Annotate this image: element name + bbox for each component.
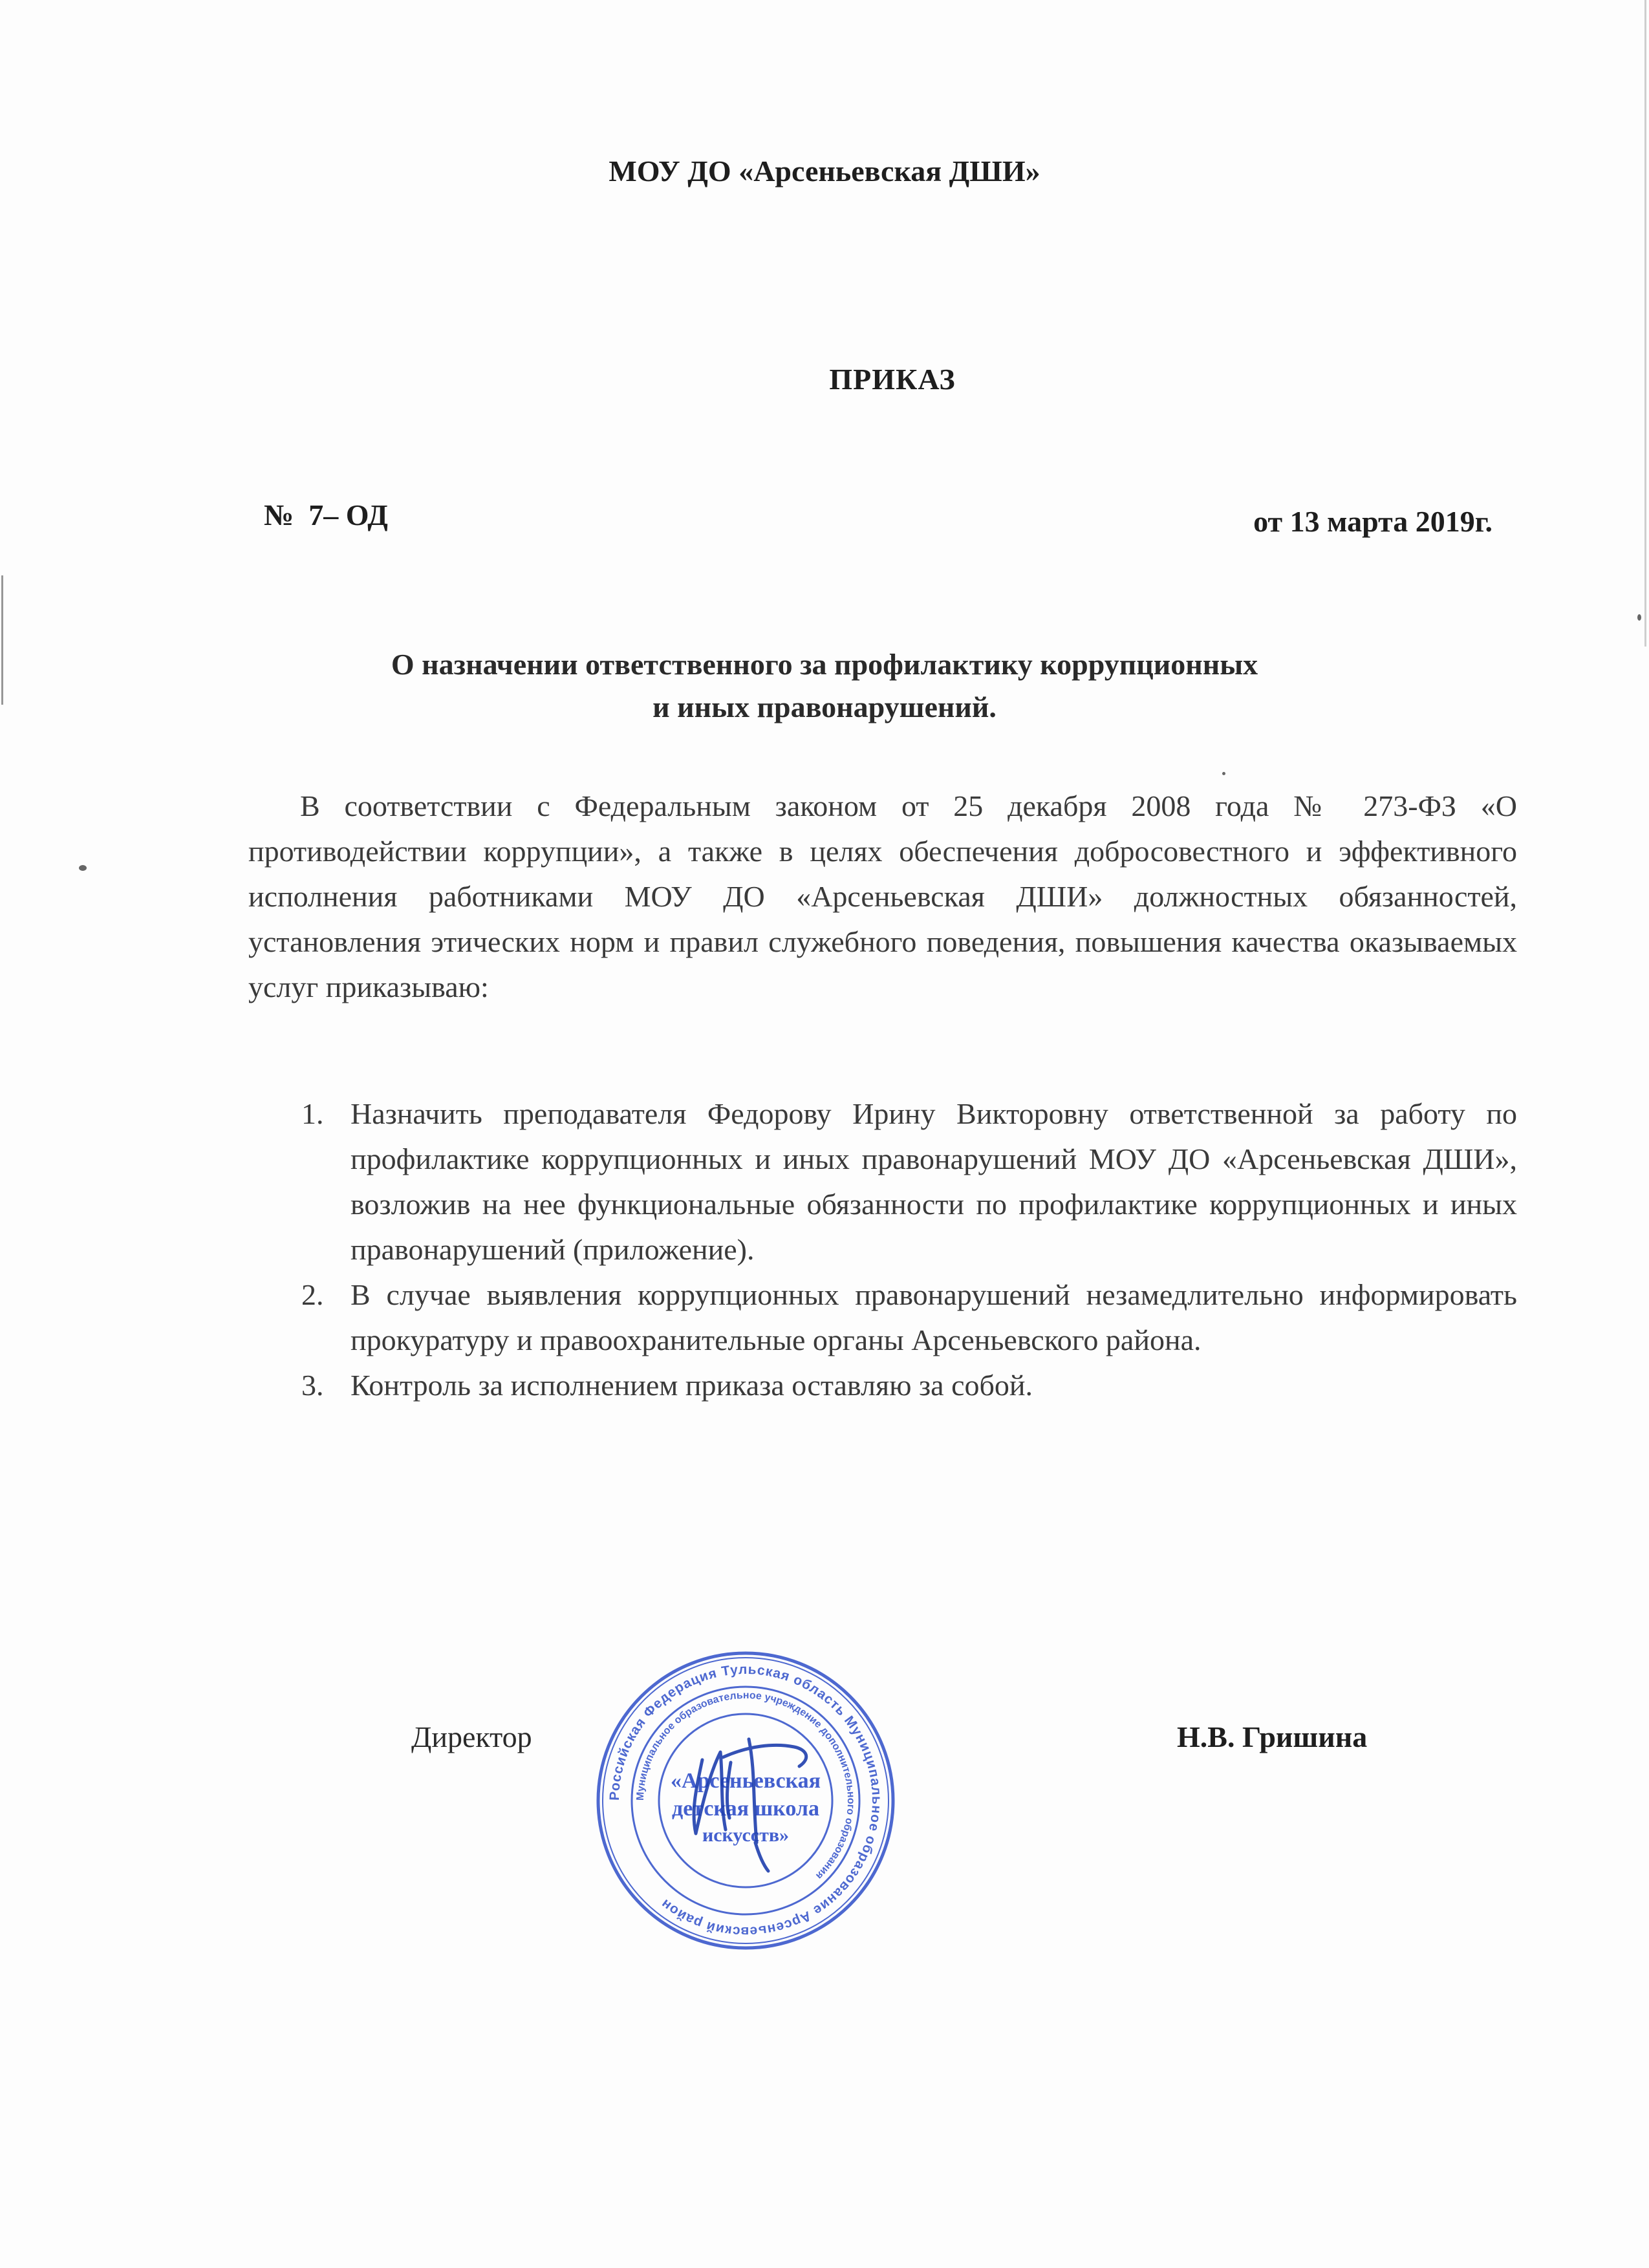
stamp-center-line-3: искусств» xyxy=(702,1824,790,1846)
order-items-list xyxy=(265,1091,1517,1408)
order-number: № 7– ОД xyxy=(264,498,388,531)
order-item-number: 1. xyxy=(301,1097,324,1130)
order-subject-line-2: и иных правонарушений. xyxy=(652,690,997,723)
stamp-inner-text-path: Муниципальное образовательное учреждение дополнительного образования xyxy=(634,1689,857,1881)
document-type-title: ПРИКАЗ xyxy=(829,363,956,396)
stamp-center-line-2: детская школа xyxy=(672,1797,819,1821)
signatory-name: Н.В. Гришина xyxy=(1177,1720,1368,1753)
signatory-role: Директор xyxy=(411,1720,532,1753)
stamp-outer-text-path: Российская Федерация Тульская область Муниципальное образование Арсеньевский район xyxy=(607,1662,885,1940)
order-item-text: В случае выявления коррупционных правонарушений незамедлительно информировать прокуратуру и правоохранительные органы Арсеньевского района. xyxy=(350,1278,1517,1356)
scan-speck xyxy=(79,865,87,871)
order-subject xyxy=(0,643,1649,729)
preamble-paragraph: В соответствии с Федеральным законом от 25 декабря 2008 года № 273-ФЗ «О противодействии коррупции», а также в целях обеспечения добросовестного и эффективного исполнения работниками МОУ ДО «Арсеньевская ДШИ» должностных обязанностей, установления этических норм и правил служебного поведения, повышения качества оказываемых услуг приказываю: xyxy=(248,789,1517,1003)
scan-speck xyxy=(1222,772,1225,775)
stamp-center-line-1: «Арсеньевская xyxy=(670,1769,821,1793)
organization-title: МОУ ДО «Арсеньевская ДШИ» xyxy=(609,155,1040,187)
order-item xyxy=(265,1272,1517,1363)
order-item xyxy=(265,1091,1517,1272)
order-item-number: 3. xyxy=(301,1369,324,1402)
order-subject-line-1: О назначении ответственного за профилактику коррупционных xyxy=(391,648,1258,681)
order-item-text: Назначить преподавателя Федорову Ирину Викторовну ответственной за работу по профилактике коррупционных и иных правонарушений МОУ ДО «Арсеньевская ДШИ», возложив на нее функциональные обязанности по профилактике коррупционных и иных правонарушений (приложение). xyxy=(350,1097,1517,1266)
order-date: от 13 марта 2019г. xyxy=(1253,505,1493,538)
order-item-text: Контроль за исполнением приказа оставляю за собой. xyxy=(350,1369,1033,1402)
official-stamp xyxy=(594,1649,898,1952)
order-item-number: 2. xyxy=(301,1278,324,1311)
scan-speck xyxy=(1637,614,1641,621)
order-item xyxy=(265,1363,1517,1408)
scan-edge-right xyxy=(1644,0,1646,647)
